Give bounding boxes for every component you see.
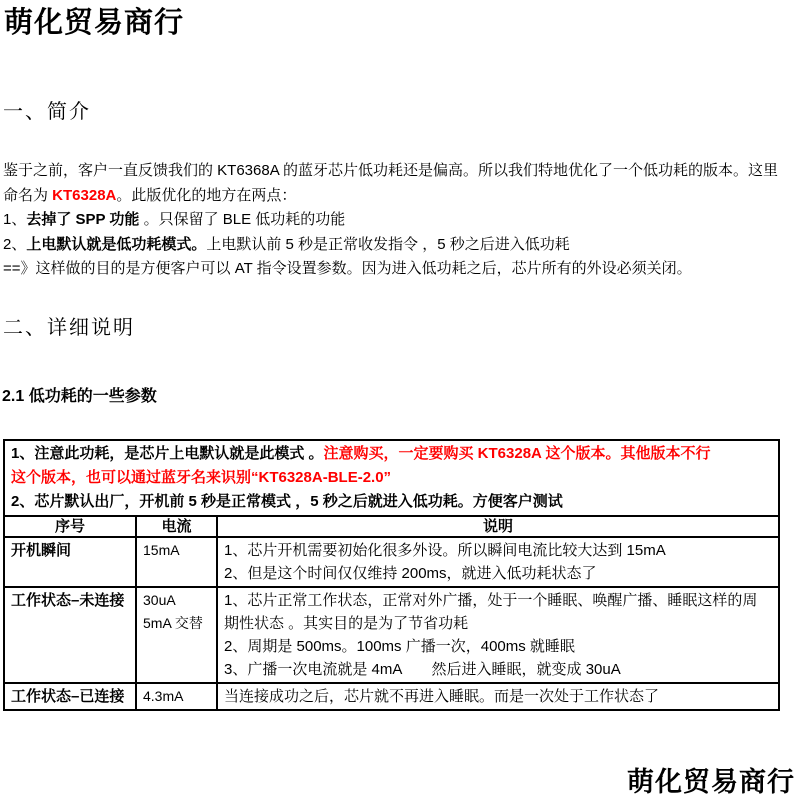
intro-line-1: 鉴于之前，客户一直反馈我们的 KT6368A 的蓝牙芯片低功耗还是偏高。所以我们特地优化了一个低功耗的版本。这里 — [3, 162, 779, 179]
col-header-desc: 说明 — [217, 516, 779, 537]
desc-line: 2、但是这个时间仅仅维持 200ms，就进入低功耗状态了 — [224, 565, 597, 582]
list-item-2-rest: 上电默认前 5 秒是正常收发指令 ，5 秒之后进入低功耗 — [206, 235, 570, 253]
table-header-row — [4, 516, 779, 537]
notes-line-1 — [11, 442, 772, 466]
list-item-2-bold-text: 上电默认就是低功耗模式。 — [26, 235, 207, 253]
table-row-boot-instant — [4, 537, 779, 587]
current-value: 30uA — [143, 592, 176, 608]
notes-line-2-red: 这个版本，也可以通过蓝牙名来识别“KT6328A-BLE-2.0” — [11, 469, 392, 486]
intro-line-2-post: 。此版优化的地方在两点： — [116, 186, 297, 204]
intro-list-item-2 — [3, 233, 798, 258]
col-header-current: 电流 — [136, 516, 217, 537]
section-heading-details: 二、详细说明 — [3, 317, 135, 339]
notes-line-1-black: 1、注意此功耗，是芯片上电默认就是此模式 。 — [11, 445, 324, 462]
current-value: 5mA 交替 — [143, 615, 203, 631]
row-name-cell: 开机瞬间 — [4, 537, 136, 587]
intro-paragraph — [3, 159, 798, 282]
intro-list-item-1 — [3, 208, 798, 233]
list-item-1-bold-text: 去掉了 SPP 功能 — [26, 211, 140, 228]
row-name-cell: 工作状态–未连接 — [4, 587, 136, 683]
list-item-1-rest: 。只保留了 BLE 低功耗的功能 — [139, 211, 346, 228]
row-current-cell — [136, 537, 217, 587]
current-value: 4.3mA — [143, 688, 184, 704]
intro-line-2-pre: 命名为 — [3, 186, 53, 204]
row-desc-cell — [217, 683, 779, 710]
desc-line: 2、周期是 500ms。100ms 广播一次，400ms 就睡眠 — [224, 638, 575, 655]
row-desc-cell — [217, 537, 779, 587]
footer-brand: 萌化贸易商行 — [627, 767, 795, 797]
intro-note-arrow-line: ==》这样做的目的是方便客户可以 AT 指令设置参数。因为进入低功耗之后，芯片所有的外设必须关闭。 — [3, 260, 692, 277]
desc-line: 当连接成功之后，芯片就不再进入睡眠。而是一次处于工作状态了 — [224, 688, 660, 705]
section-heading-intro: 一、简介 — [3, 101, 91, 123]
row-current-cell — [136, 683, 217, 710]
current-value: 15mA — [143, 542, 180, 558]
subsection-heading-params: 2.1 低功耗的一些参数 — [2, 388, 157, 405]
row-desc-cell — [217, 587, 779, 683]
notes-line-1-red: 注意购买，一定要购买 KT6328A 这个版本。其他版本不行 — [323, 445, 711, 462]
chip-name-highlight: KT6328A — [52, 186, 117, 204]
notes-line-3-black: 2、芯片默认出厂，开机前 5 秒是正常模式 ，5 秒之后就进入低功耗。方便客户测试 — [11, 493, 563, 510]
col-header-seq: 序号 — [4, 516, 136, 537]
desc-line: 1、芯片正常工作状态，正常对外广播，处于一个睡眠、唤醒广播、睡眠这样的周期性状态 。其实目的是为了节省功耗 — [224, 592, 758, 632]
table-notes-row — [4, 440, 779, 516]
intro-line-2 — [3, 184, 798, 209]
list-item-1-number: 1、 — [3, 211, 27, 228]
page-title: 萌化贸易商行 — [4, 7, 185, 39]
table-row-working-unconnected — [4, 587, 779, 683]
row-name-cell: 工作状态–已连接 — [4, 683, 136, 710]
low-power-params-table — [3, 439, 780, 711]
row-current-cell — [136, 587, 217, 683]
list-item-2-number: 2、 — [3, 235, 27, 253]
table-notes-cell — [4, 440, 779, 516]
desc-line: 3、广播一次电流就是 4mA 然后进入睡眠，就变成 30uA — [224, 661, 621, 678]
desc-line: 1、芯片开机需要初始化很多外设。所以瞬间电流比较大达到 15mA — [224, 542, 666, 559]
table-row-working-connected — [4, 683, 779, 710]
